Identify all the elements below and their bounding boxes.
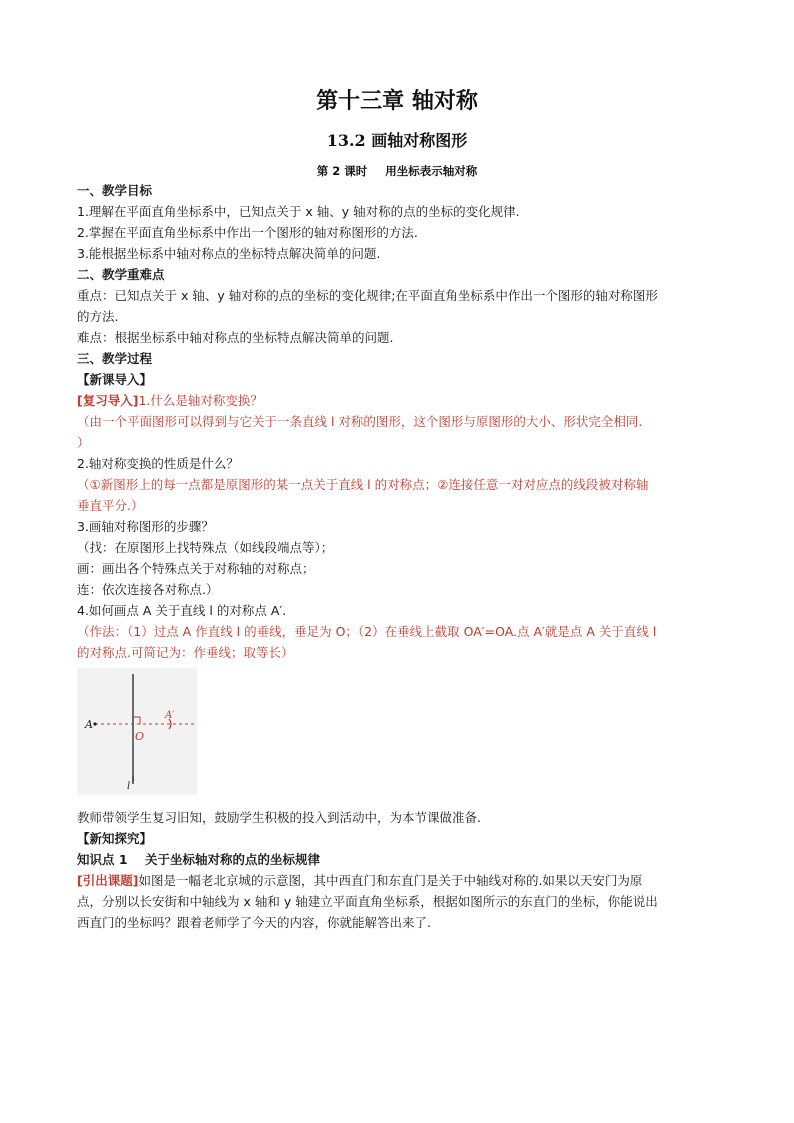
symmetry-diagram — [77, 668, 197, 795]
key-point-line: 重点：已知点关于 x 轴、y 轴对称的点的坐标的变化规律;在平面直角坐标系中作出一个图形的轴对称图形 — [77, 288, 658, 303]
answer-line: （①新图形上的每一点都是原图形的某一点关于直线 l 的对称点；②连接任意一对对应点的线段被对称轴 — [77, 477, 649, 492]
intro-line — [77, 870, 722, 891]
answer-line: 连：依次连接各对称点.） — [77, 582, 219, 597]
answer-line: 垂直平分.） — [77, 498, 144, 513]
answer-line: 的对称点.可简记为：作垂线；取等长） — [77, 645, 294, 660]
difficulty-line: 难点：根据坐标系中轴对称点的坐标特点解决简单的问题. — [77, 330, 394, 345]
lesson-content — [77, 180, 722, 933]
heading-goals: 一、教学目标 — [77, 183, 153, 198]
answer-line: （作法：（1）过点 A 作直线 l 的垂线，垂足为 O；（2）在垂线上截取 OA′=OA.点 A′就是点 A 关于直线 l — [77, 624, 657, 639]
review-question-4: 4.如何画点 A 关于直线 l 的对称点 A′. — [77, 603, 287, 618]
intro-line: 点，分别以长安街和中轴线为 x 轴和 y 轴建立平面直角坐标系，根据如图所示的东直门的坐标，你能说出 — [77, 894, 658, 909]
right-angle-mark — [133, 717, 140, 724]
symmetry-figure — [77, 668, 197, 795]
intro-text: 如图是一幅老北京城的示意图，其中西直门和东直门是关于中轴线对称的.如果以天安门为原 — [138, 873, 643, 888]
heading-process: 三、教学过程 — [77, 351, 153, 366]
lesson-part: 第 2 课时 — [316, 164, 368, 178]
answer-line: （由一个平面图形可以得到与它关于一条直线 l 对称的图形，这个图形与原图形的大小、形状完全相同. — [77, 414, 643, 429]
review-question-2: 2.轴对称变换的性质是什么？ — [77, 456, 239, 471]
lesson-topic: 用坐标表示轴对称 — [385, 164, 478, 178]
question-text: 1.什么是轴对称变换？ — [138, 393, 263, 408]
review-question-3: 3.画轴对称图形的步骤？ — [77, 519, 214, 534]
review-question-1 — [77, 390, 722, 411]
lesson-title — [0, 163, 794, 179]
new-knowledge-explore: 【新知探究】 — [77, 831, 153, 846]
kp-title: 关于坐标轴对称的点的坐标规律 — [144, 852, 320, 867]
goal-item: 1.理解在平面直角坐标系中，已知点关于 x 轴、y 轴对称的点的坐标的变化规律. — [77, 204, 520, 219]
answer-line: （找：在原图形上找特殊点（如线段端点等）； — [77, 540, 334, 555]
teacher-note: 教师带领学生复习旧知，鼓励学生积极的投入到活动中，为本节课做准备. — [77, 810, 481, 825]
answer-line: 画：画出各个特殊点关于对称轴的对称点； — [77, 561, 315, 576]
heading-key-points: 二、教学重难点 — [77, 267, 165, 282]
knowledge-point-1 — [77, 849, 722, 870]
label-a: A — [85, 718, 93, 731]
key-point-line: 的方法. — [77, 309, 119, 324]
label-l: l — [127, 781, 131, 792]
answer-line: ） — [77, 435, 90, 450]
point-a — [93, 722, 96, 725]
intro-tag: [引出课题] — [77, 873, 139, 888]
kp-label: 知识点 1 — [77, 852, 128, 867]
goal-item: 3.能根据坐标系中轴对称点的坐标特点解决简单的问题. — [77, 246, 381, 261]
label-a-prime: A′ — [165, 710, 175, 721]
label-o: O — [135, 730, 145, 743]
review-tag: [复习导入] — [77, 393, 139, 408]
section-title: 13.2 画轴对称图形 — [326, 131, 468, 150]
intro-line: 西直门的坐标吗？跟着老师学了今天的内容，你就能解答出来了. — [77, 915, 431, 930]
goal-item: 2.掌握在平面直角坐标系中作出一个图形的轴对称图形的方法. — [77, 225, 418, 240]
chapter-title: 第十三章 轴对称 — [316, 89, 478, 114]
new-lesson-intro: 【新课导入】 — [77, 372, 153, 387]
